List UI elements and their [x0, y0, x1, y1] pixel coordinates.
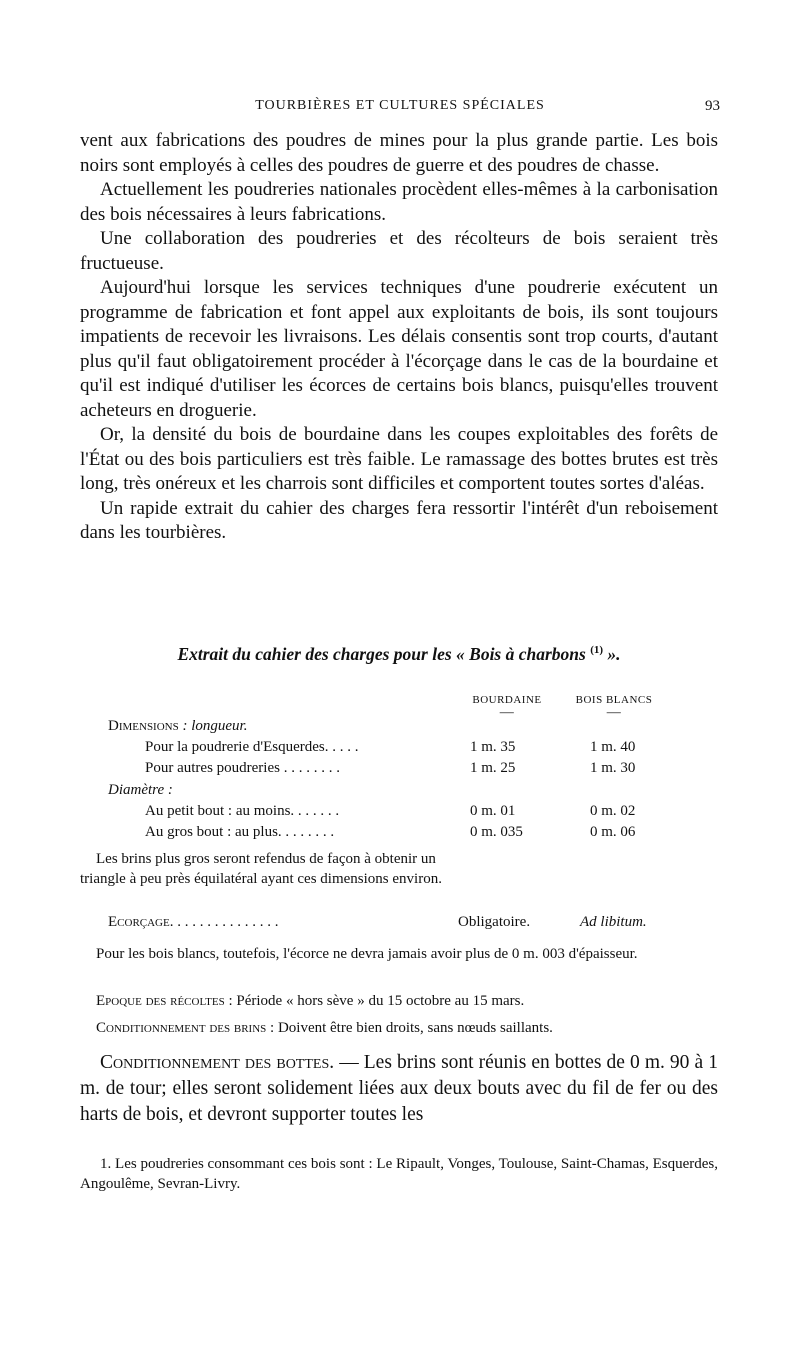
cell-bois-blancs: 0 m. 06	[590, 824, 636, 840]
body-text	[80, 129, 718, 546]
cell-bourdaine: Obligatoire.	[458, 914, 531, 930]
column-header-label: BOIS BLANCS	[575, 694, 653, 706]
table-caption	[80, 644, 718, 665]
epoque-text: : Période « hors sève » du 15 octobre au 15 mars.	[224, 993, 525, 1009]
footnote	[80, 1154, 718, 1194]
column-header-label: BOURDAINE	[472, 694, 542, 706]
running-header	[80, 98, 720, 120]
row-label: Au gros bout : au plus. . . . . . . .	[145, 824, 335, 840]
epoque-label: Epoque des récoltes	[96, 993, 225, 1009]
conditionnement-brins-line	[80, 1018, 718, 1038]
caption-text: Extrait du cahier des charges pour les « Bois à charbons	[177, 644, 586, 664]
note-epaisseur: Pour les bois blancs, toutefois, l'écorce ne devra jamais avoir plus de 0 m. 003 d'épaisseur.	[96, 946, 638, 962]
page-number: 93	[705, 98, 720, 114]
conditionnement-bottes-label: Conditionnement des bottes.	[100, 1052, 335, 1073]
caption-end: ».	[603, 644, 621, 664]
dimensions-heading	[108, 718, 247, 735]
conditionnement-bottes	[80, 1050, 718, 1128]
epoque-line	[80, 991, 718, 1011]
cell-bourdaine: 0 m. 035	[470, 824, 523, 840]
cell-bourdaine: 1 m. 35	[470, 739, 516, 755]
paragraph	[80, 1050, 718, 1128]
column-dash: —	[499, 705, 515, 720]
column-header-bois-blancs	[566, 694, 662, 720]
conditionnement-bottes-text: — Les brins sont réunis en bottes de 0 m. 90 à 1 m. de tour; elles seront solidement liées aux deux bouts avec du fil de fer ou des harts de bois, et devront supporter toutes les	[80, 1052, 718, 1125]
paragraph: Actuellement les poudreries nationales procèdent elles-mêmes à la carbonisation des bois nécessaires à leurs fabrications.	[80, 179, 718, 225]
ecorcage-label: Ecorçage. . . . . . . . . . . . . . .	[108, 914, 279, 930]
paragraph: Or, la densité du bois de bourdaine dans les coupes exploitables des forêts de l'État ou des bois particuliers est très faible. Le ramassage des bottes brutes est très long, très onéreux et les charrois sont difficiles et comportent toutes sortes d'aléas.	[80, 424, 718, 494]
cell-bois-blancs: Ad libitum.	[580, 914, 647, 930]
row-label: Pour la poudrerie d'Esquerdes. . . . .	[145, 739, 359, 755]
dimensions-sub: : longueur.	[178, 718, 248, 734]
paragraph: vent aux fabrications des poudres de mines pour la plus grande partie. Les bois noirs sont employés à celles des poudres de guerre et des poudres de chasse.	[80, 130, 718, 176]
note-brins: Les brins plus gros seront refendus de façon à obtenir un triangle à peu près équilatéral ayant ces dimensions environ.	[80, 851, 442, 887]
column-dash: —	[606, 705, 622, 720]
cell-bourdaine: 1 m. 25	[470, 760, 516, 776]
dimensions-label: Dimensions	[108, 718, 179, 734]
row-label: Pour autres poudreries . . . . . . . .	[145, 760, 340, 776]
diametre-heading: Diamètre :	[108, 782, 173, 798]
conditionnement-brins-label: Conditionnement des brins	[96, 1020, 267, 1036]
row-label: Au petit bout : au moins. . . . . . .	[145, 803, 340, 819]
conditionnement-brins-text: : Doivent être bien droits, sans nœuds saillants.	[266, 1020, 553, 1036]
footnote-reference: (1)	[590, 644, 604, 657]
cell-bois-blancs: 1 m. 40	[590, 739, 636, 755]
cell-bourdaine: 0 m. 01	[470, 803, 516, 819]
paragraph: Aujourd'hui lorsque les services techniques d'une poudrerie exécutent un programme de fabrication et font appel aux exploitants de bois, ils sont toujours impatients de recevoir les livraisons. Les délais consentis sont trop courts, d'autant plus qu'il faut obligatoirement procéder à l'écorçage dans le cas de la bourdaine et qu'il est indiqué d'utiliser les écorces de certains bois blancs, puisqu'elles trouvent acheteurs en droguerie.	[80, 277, 718, 421]
cell-bois-blancs: 1 m. 30	[590, 760, 636, 776]
cell-bois-blancs: 0 m. 02	[590, 803, 636, 819]
running-title: TOURBIÈRES ET CULTURES SPÉCIALES	[255, 98, 545, 113]
paragraph: Un rapide extrait du cahier des charges fera ressortir l'intérêt d'un reboisement dans les tourbières.	[80, 497, 718, 543]
footnote-text: 1. Les poudreries consommant ces bois sont : Le Ripault, Vonges, Toulouse, Saint-Chamas, Esquerdes, Angoulême, Sevran-Livry.	[80, 1156, 718, 1192]
column-header-bourdaine	[462, 694, 552, 720]
paragraph: Une collaboration des poudreries et des récolteurs de bois seraient très fructueuse.	[80, 228, 718, 274]
